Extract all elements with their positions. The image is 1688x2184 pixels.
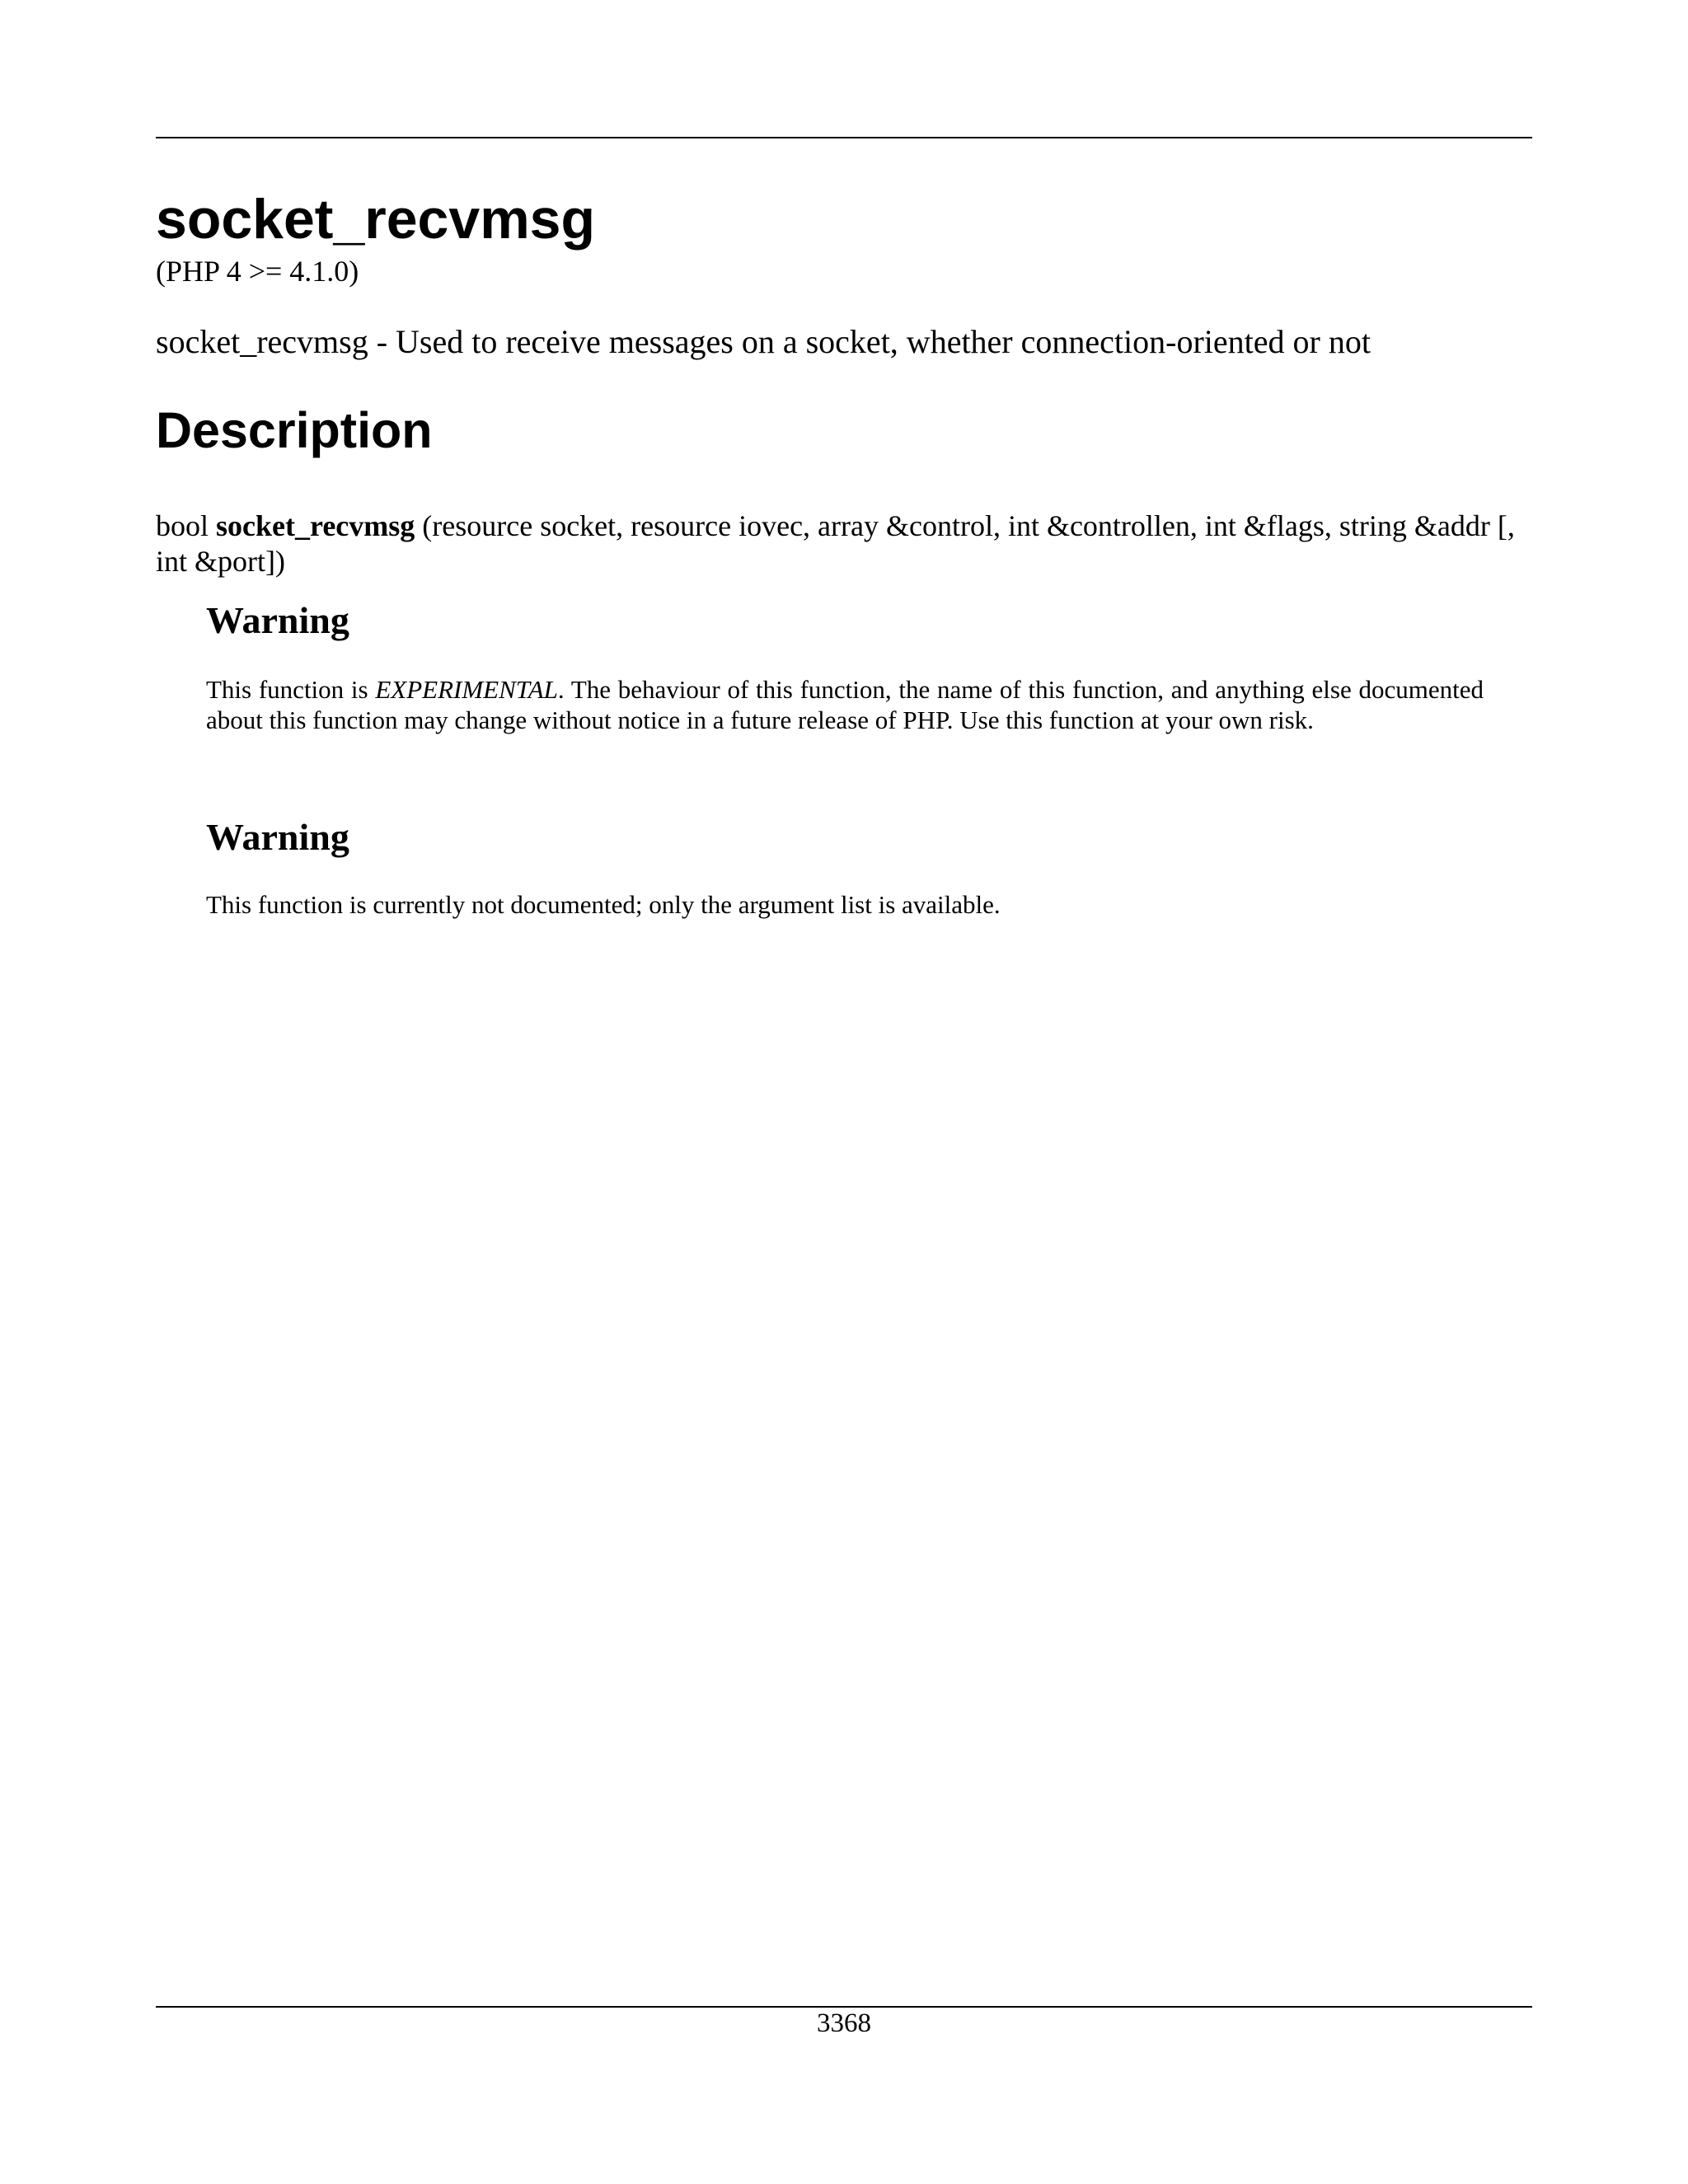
warning-text-experimental — [206, 674, 1484, 735]
page-title: socket_recvmsg — [156, 188, 596, 251]
warning-text-after: . The behaviour of this function, the name of this function, and anything else documented about this function may change without notice in a future release of PHP. Use this function at your own risk. — [206, 675, 1484, 734]
warning-text-before: This function is — [206, 675, 368, 704]
warning-title-undocumented: Warning — [206, 816, 349, 858]
header-rule — [156, 137, 1532, 138]
function-parameters: (resource socket, resource iovec, array &control, int &controllen, int &flags, string &addr [, int &port]) — [156, 509, 1515, 578]
warning-title-experimental: Warning — [206, 599, 349, 641]
warning-text-undocumented: This function is currently not documented; only the argument list is available. — [206, 890, 1001, 919]
page-number: 3368 — [817, 2008, 871, 2038]
description-heading: Description — [156, 402, 433, 458]
version-info: (PHP 4 >= 4.1.0) — [156, 255, 359, 288]
function-purpose: socket_recvmsg - Used to receive messages on a socket, whether connection-oriented or not — [156, 323, 1371, 360]
function-name: socket_recvmsg — [216, 509, 415, 542]
warning-emphasis: EXPERIMENTAL — [375, 675, 558, 704]
return-type: bool — [156, 509, 209, 542]
function-synopsis — [156, 509, 1534, 579]
